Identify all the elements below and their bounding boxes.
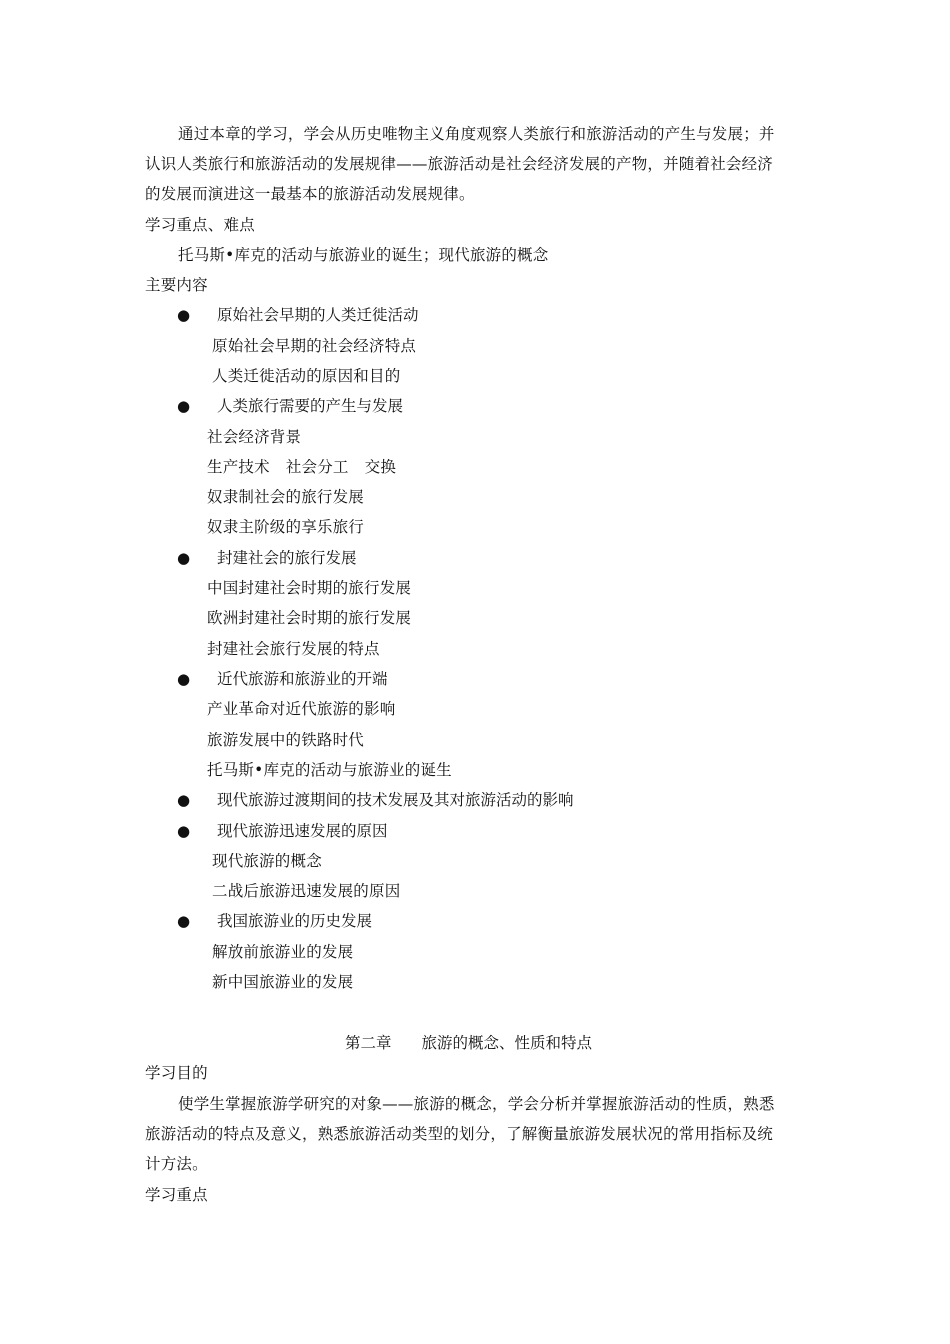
main-content-heading: 主要内容: [145, 276, 208, 294]
outline-item: 奴隶制社会的旅行发展: [207, 488, 365, 506]
outline-item: 人类迁徙活动的原因和目的: [212, 367, 401, 385]
bullet-icon: ●: [177, 912, 191, 930]
outline-section-title: 现代旅游迅速发展的原因: [217, 822, 388, 840]
objectives-paragraph-line: 使学生掌握旅游学研究的对象——旅游的概念，学会分析并掌握旅游活动的性质，熟悉: [178, 1095, 775, 1113]
objectives-heading: 学习目的: [145, 1064, 208, 1082]
outline-item: 旅游发展中的铁路时代: [207, 731, 365, 749]
outline-item: 产业革命对近代旅游的影响: [207, 700, 396, 718]
outline-section-title: 人类旅行需要的产生与发展: [217, 397, 404, 415]
outline-section-title: 近代旅游和旅游业的开端: [217, 670, 388, 688]
outline-item: 社会经济背景: [207, 428, 302, 446]
outline-item: 原始社会早期的社会经济特点: [212, 337, 417, 355]
chapter-heading: [345, 1033, 592, 1053]
intro-paragraph-line: 的发展而演进这一最基本的旅游活动发展规律。: [145, 185, 475, 203]
key-points-heading: 学习重点: [145, 1186, 208, 1204]
outline-item-group: [207, 457, 396, 477]
outline-section-title: 现代旅游过渡期间的技术发展及其对旅游活动的影响: [217, 791, 574, 809]
key-points-text: 托马斯•库克的活动与旅游业的诞生；现代旅游的概念: [178, 246, 549, 264]
outline-section-title: 我国旅游业的历史发展: [217, 912, 373, 930]
outline-item: 托马斯•库克的活动与旅游业的诞生: [207, 761, 452, 779]
chapter-number: 第二章: [345, 1034, 392, 1052]
outline-item: 中国封建社会时期的旅行发展: [207, 579, 412, 597]
outline-section-title: 封建社会的旅行发展: [217, 549, 357, 567]
key-points-heading: 学习重点、难点: [145, 216, 255, 234]
intro-paragraph-line: 通过本章的学习，学会从历史唯物主义角度观察人类旅行和旅游活动的产生与发展；并: [178, 125, 775, 143]
outline-item: 二战后旅游迅速发展的原因: [212, 882, 401, 900]
outline-item: 交换: [364, 458, 397, 476]
intro-paragraph-line: 认识人类旅行和旅游活动的发展规律——旅游活动是社会经济发展的产物，并随着社会经济: [145, 155, 774, 173]
bullet-icon: ●: [177, 670, 191, 688]
outline-item: 欧洲封建社会时期的旅行发展: [207, 609, 412, 627]
objectives-paragraph-line: 计方法。: [145, 1155, 208, 1173]
chapter-title: 旅游的概念、性质和特点: [421, 1034, 593, 1052]
bullet-icon: ●: [177, 822, 191, 840]
outline-item: 现代旅游的概念: [212, 852, 322, 870]
outline-item: 生产技术: [207, 458, 270, 476]
bullet-icon: ●: [177, 549, 191, 567]
bullet-icon: ●: [177, 306, 191, 324]
bullet-icon: ●: [177, 791, 191, 809]
outline-item: 奴隶主阶级的享乐旅行: [207, 518, 365, 536]
bullet-icon: ●: [177, 397, 191, 415]
outline-item: 封建社会旅行发展的特点: [207, 640, 380, 658]
outline-item: 社会分工: [285, 458, 349, 476]
outline-item: 解放前旅游业的发展: [212, 943, 354, 961]
objectives-paragraph-line: 旅游活动的特点及意义，熟悉旅游活动类型的划分，了解衡量旅游发展状况的常用指标及统: [145, 1125, 774, 1143]
outline-section-title: 原始社会早期的人类迁徙活动: [217, 306, 419, 324]
outline-item: 新中国旅游业的发展: [212, 973, 354, 991]
